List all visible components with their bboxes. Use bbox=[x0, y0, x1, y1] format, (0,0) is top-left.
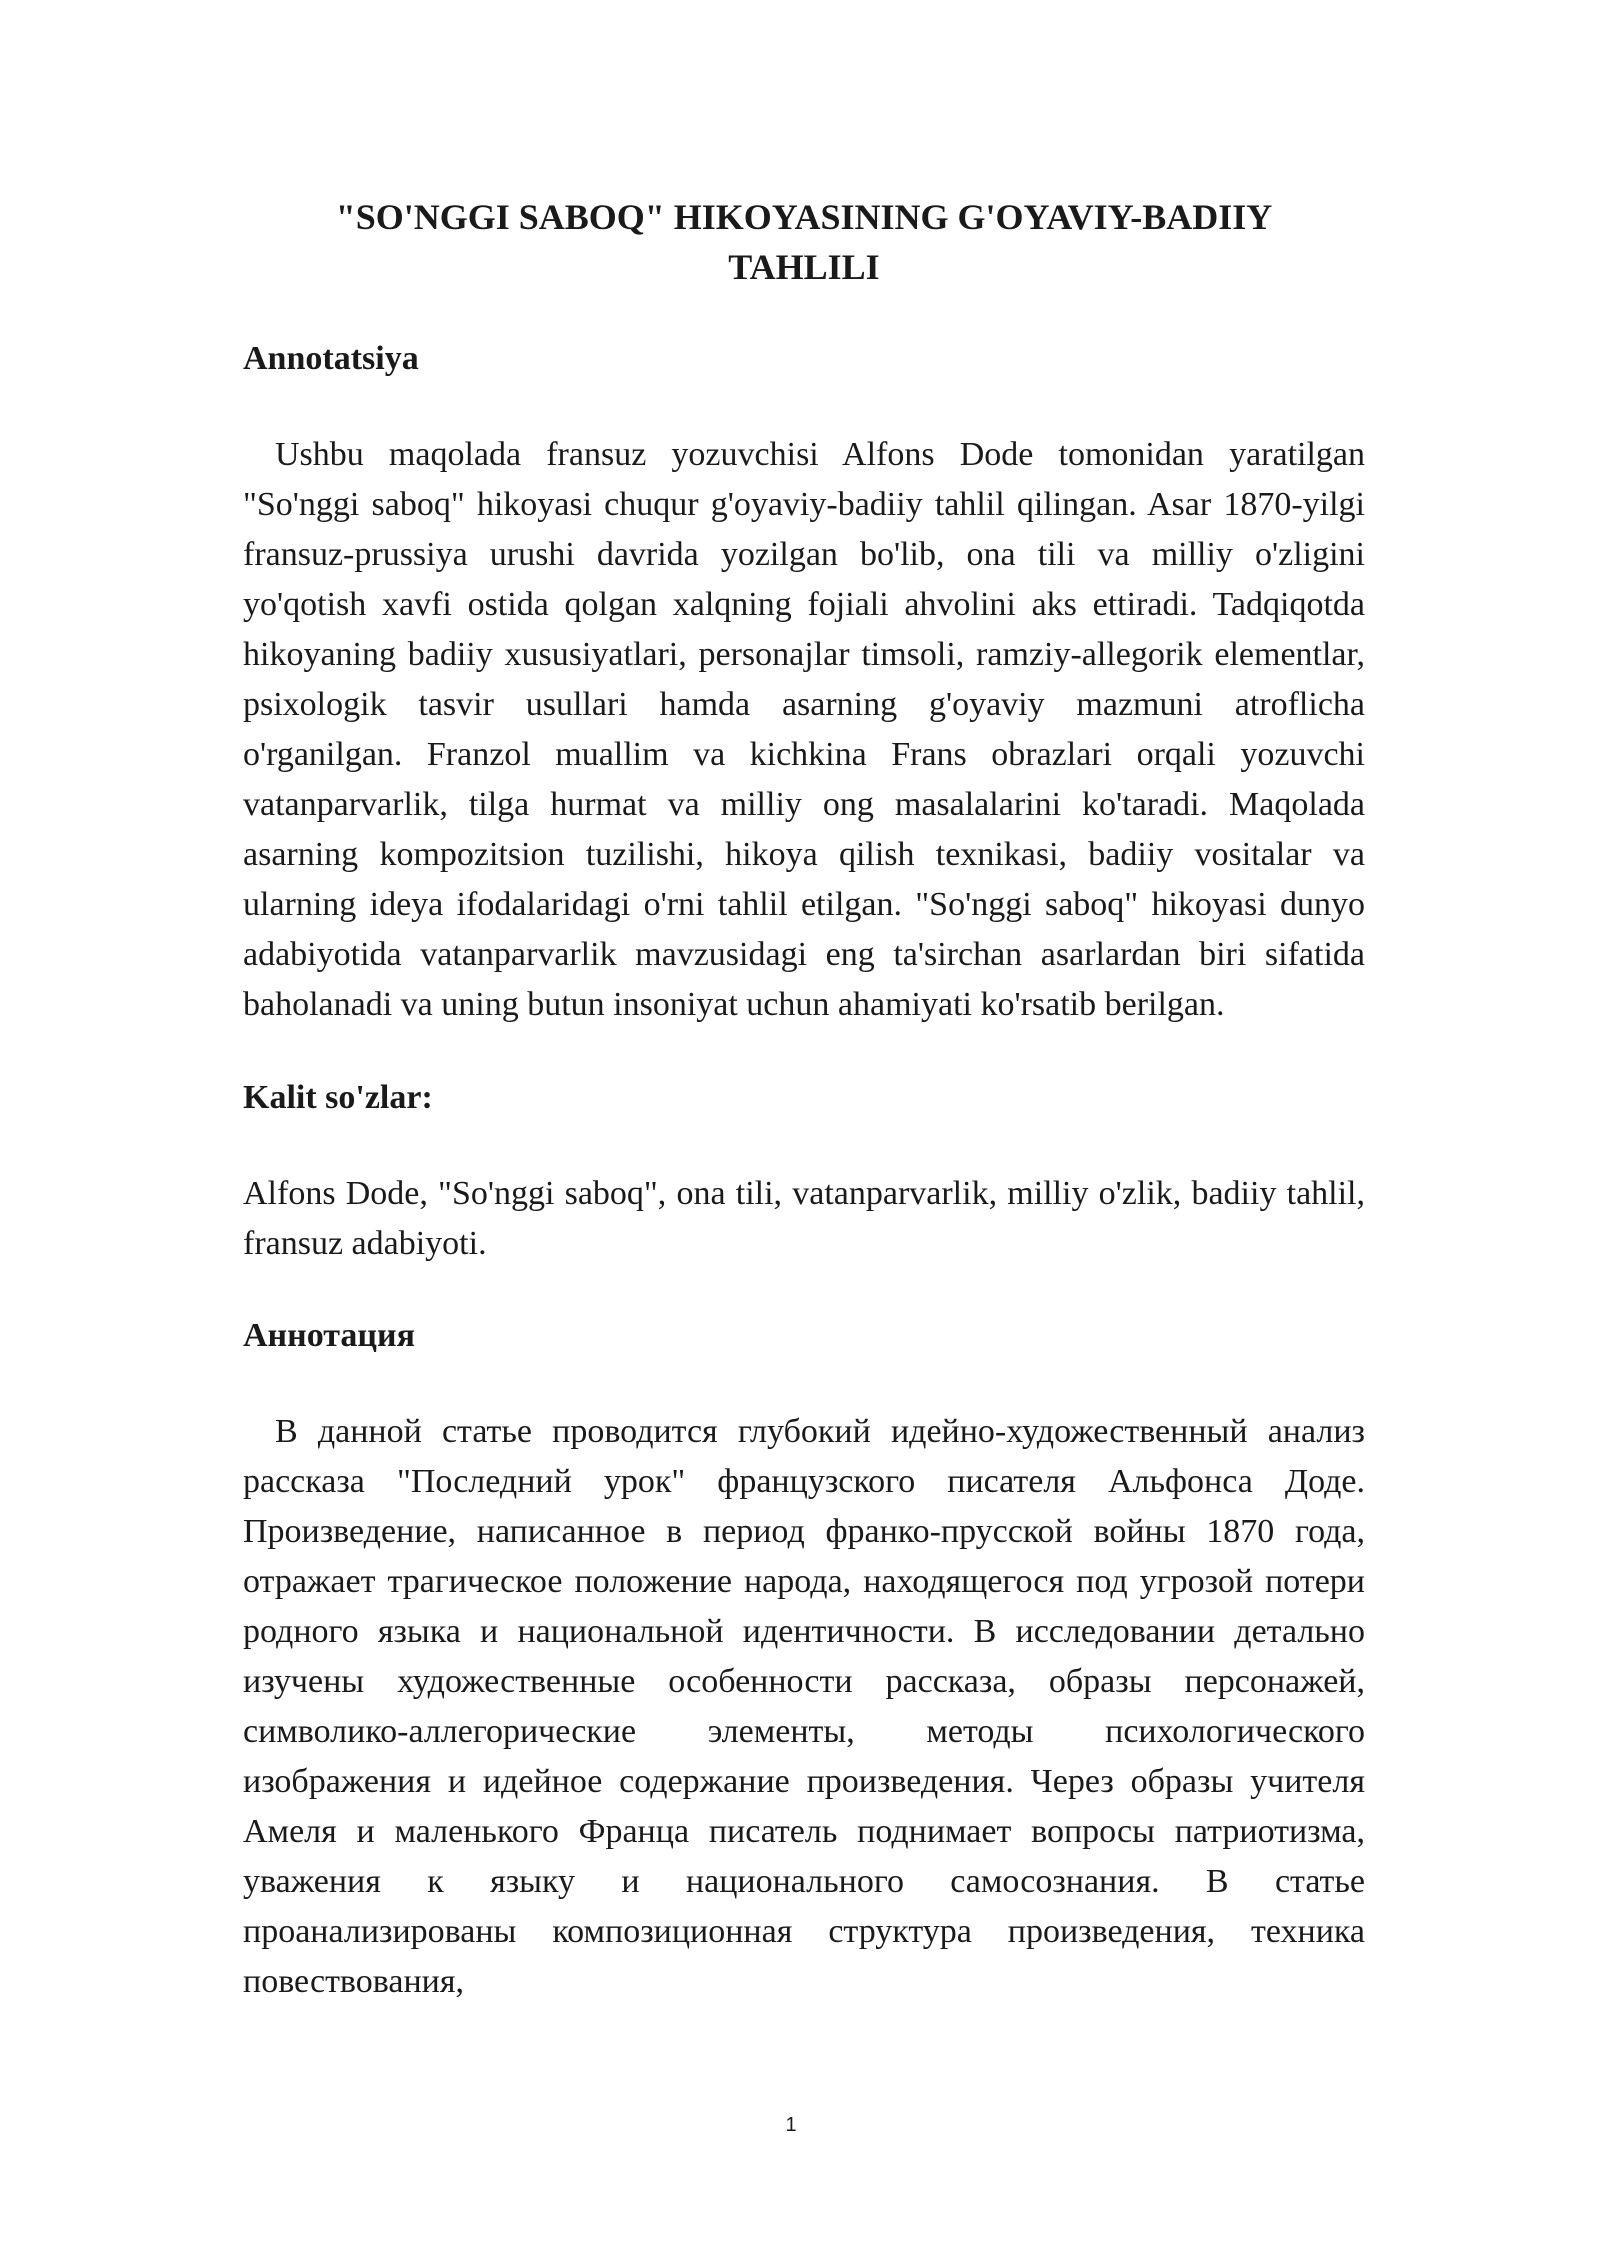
keywords-uz-heading: Kalit so'zlar: bbox=[243, 1079, 433, 1116]
annotation-ru-paragraph: В данной статье проводится глубокий идейно-художественный анализ рассказа "Последний урок" французского писателя Альфонса Доде. Произведение, написанное в период франко-прусской войны 1870 года, отражает трагическое положение народа, находящегося под угрозой потери родного языка и национальной идентичности. В исследовании детально изучены художественные особенности рассказа, образы персонажей, символико-аллегорические элементы, методы психологического изображения и идейное содержание произведения. Через образы учителя Амеля и маленького Франца писатель поднимает вопросы патриотизма, уважения к языку и национального самосознания. В статье проанализированы композиционная структура произведения, техника повествования, bbox=[243, 1413, 1365, 2000]
page-content bbox=[243, 192, 1365, 2007]
annotation-uz-paragraph: Ushbu maqolada fransuz yozuvchisi Alfons Dode tomonidan yaratilgan "So'nggi saboq" hikoyasi chuqur g'oyaviy-badiiy tahlil qilingan. Asar 1870-yilgi fransuz-prussiya urushi davrida yozilgan bo'lib, ona tili va milliy o'zligini yo'qotish xavfi ostida qolgan xalqning fojiali ahvolini aks ettiradi. Tadqiqotda hikoyaning badiiy xususiyatlari, personajlar timsoli, ramziy-allegorik elementlar, psixologik tasvir usullari hamda asarning g'oyaviy mazmuni atroflicha o'rganilgan. Franzol muallim va kichkina Frans obrazlari orqali yozuvchi vatanparvarlik, tilga hurmat va milliy ong masalalarini ko'taradi. Maqolada asarning kompozitsion tuzilishi, hikoya qilish texnikasi, badiiy vositalar va ularning ideya ifodalaridagi o'rni tahlil etilgan. "So'nggi saboq" hikoyasi dunyo adabiyotida vatanparvarlik mavzusidagi eng ta'sirchan asarlardan biri sifatida baholanadi va uning butun insoniyat uchun ahamiyati ko'rsatib berilgan. bbox=[243, 436, 1365, 1023]
annotation-ru-heading: Аннотация bbox=[243, 1317, 415, 1354]
document-title: "SO'NGGI SABOQ" HIKOYASINING G'OYAVIY-BADIIY TAHLILI bbox=[335, 197, 1273, 287]
page-number: 1 bbox=[785, 2114, 797, 2136]
title-block bbox=[243, 192, 1365, 292]
annotation-uz-heading: Annotatsiya bbox=[243, 340, 419, 377]
keywords-uz-paragraph: Alfons Dode, "So'nggi saboq", ona tili, vatanparvarlik, milliy o'zlik, badiiy tahlil, fransuz adabiyoti. bbox=[243, 1175, 1365, 1262]
